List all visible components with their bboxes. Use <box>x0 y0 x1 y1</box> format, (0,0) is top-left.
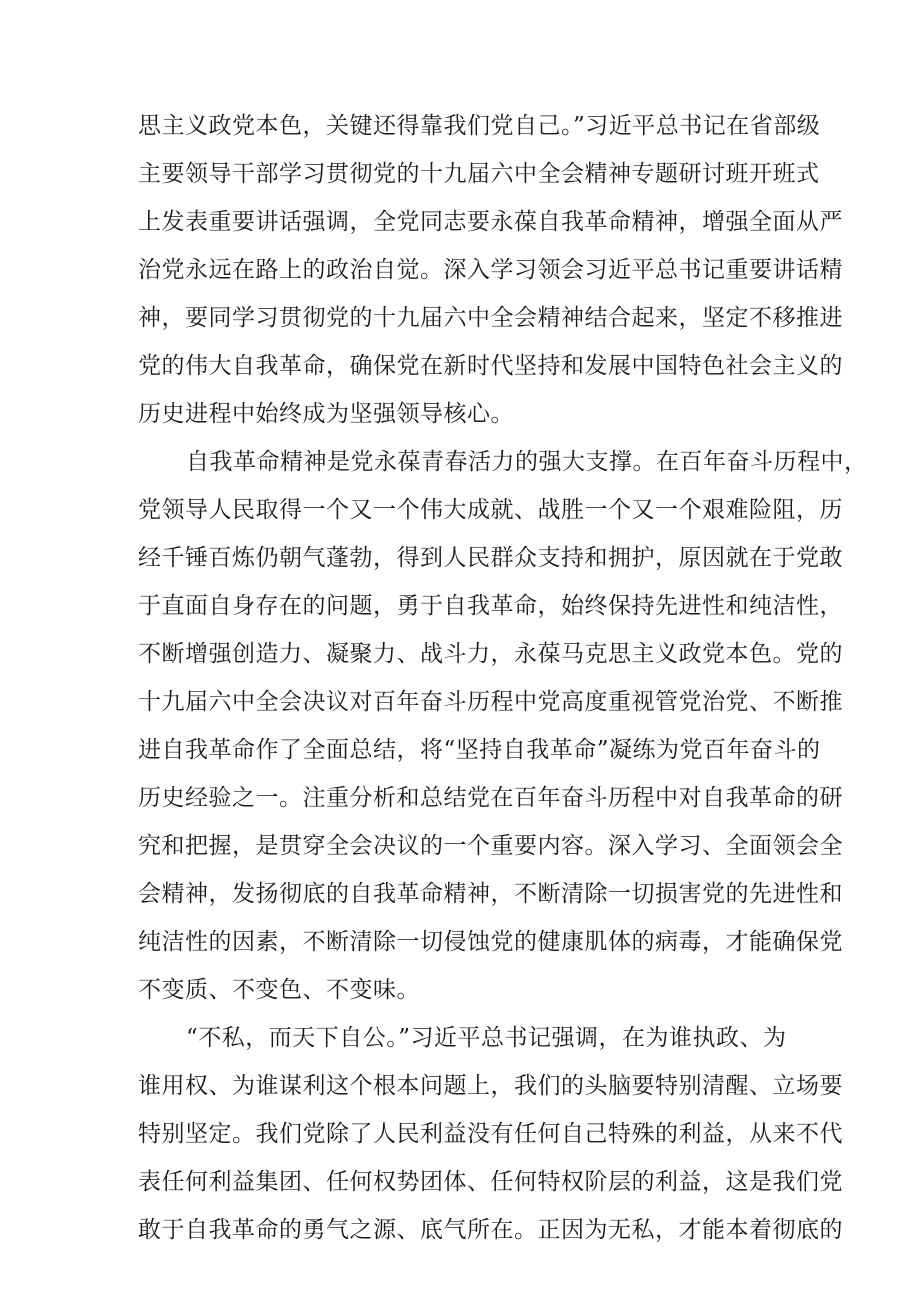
text-line: 不断增强创造力、凝聚力、战斗力，永葆马克思主义政党本色。党的 <box>138 641 843 667</box>
text-line: 特别坚定。我们党除了人民利益没有任何自己特殊的利益，从来不代 <box>138 1121 843 1147</box>
text-line: 上发表重要讲话强调，全党同志要永葆自我革命精神，增强全面从严 <box>138 209 843 235</box>
text-line: 究和把握，是贯穿全会决议的一个重要内容。深入学习、全面领会全 <box>138 833 843 859</box>
text-line: 谁用权、为谁谋利这个根本问题上，我们的头脑要特别清醒、立场要 <box>138 1073 843 1099</box>
text-line: 历史进程中始终成为坚强领导核心。 <box>138 401 514 427</box>
text-line: 主要领导干部学习贯彻党的十九届六中全会精神专题研讨班开班式 <box>138 161 820 187</box>
text-line: “不私，而天下自公。”习近平总书记强调，在为谁执政、为 <box>186 1025 787 1051</box>
text-line: 不变质、不变色、不变味。 <box>138 977 420 1003</box>
text-line: 经千锤百炼仍朝气蓬勃，得到人民群众支持和拥护，原因就在于党敢 <box>138 545 843 571</box>
text-line: 纯洁性的因素，不断清除一切侵蚀党的健康肌体的病毒，才能确保党 <box>138 929 843 955</box>
paragraph-2 <box>138 438 868 1014</box>
text-line: 十九届六中全会决议对百年奋斗历程中党高度重视管党治党、不断推 <box>138 689 843 715</box>
text-line: 历史经验之一。注重分析和总结党在百年奋斗历程中对自我革命的研 <box>138 785 843 811</box>
text-line: 表任何利益集团、任何权势团体、任何特权阶层的利益，这是我们党 <box>138 1169 843 1195</box>
paragraph-1 <box>138 102 843 438</box>
text-line: 会精神，发扬彻底的自我革命精神，不断清除一切损害党的先进性和 <box>138 881 843 907</box>
text-line: 党领导人民取得一个又一个伟大成就、战胜一个又一个艰难险阻，历 <box>138 497 843 523</box>
text-line: 神，要同学习贯彻党的十九届六中全会精神结合起来，坚定不移推进 <box>138 305 843 331</box>
text-line: 自我革命精神是党永葆青春活力的强大支撑。在百年奋斗历程中， <box>186 449 868 475</box>
article-body <box>138 102 868 1254</box>
text-line: 思主义政党本色，关键还得靠我们党自己。”习近平总书记在省部级 <box>138 113 821 139</box>
text-line: 党的伟大自我革命，确保党在新时代坚持和发展中国特色社会主义的 <box>138 353 843 379</box>
paragraph-3 <box>138 1014 843 1254</box>
text-line: 进自我革命作了全面总结，将“坚持自我革命”凝练为党百年奋斗的 <box>138 737 821 763</box>
text-line: 敢于自我革命的勇气之源、底气所在。正因为无私，才能本着彻底的 <box>138 1217 843 1243</box>
text-line: 治党永远在路上的政治自觉。深入学习领会习近平总书记重要讲话精 <box>138 257 843 283</box>
text-line: 于直面自身存在的问题，勇于自我革命，始终保持先进性和纯洁性， <box>138 593 843 619</box>
